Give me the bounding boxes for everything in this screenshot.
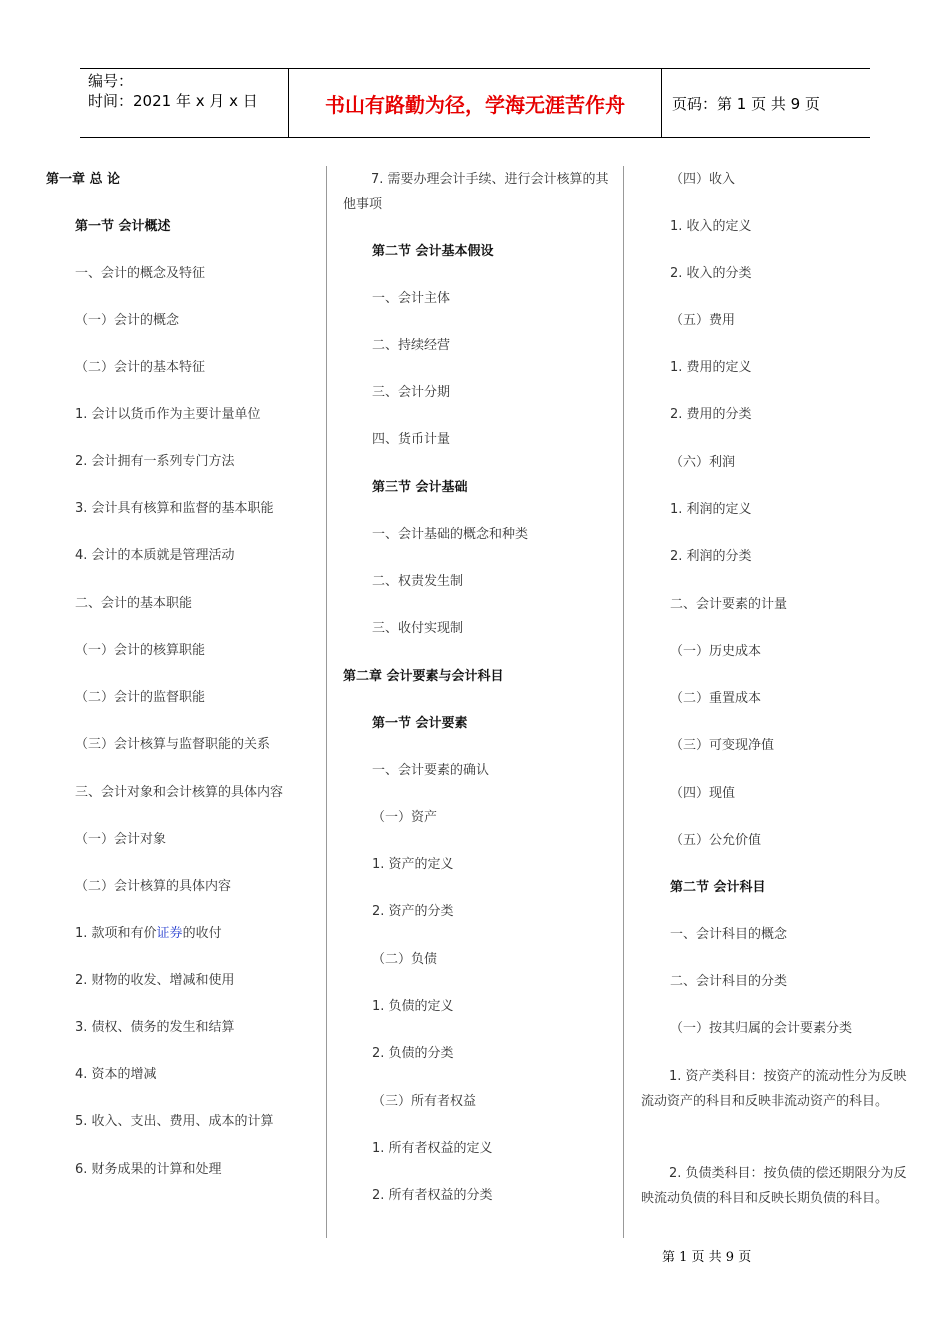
outline-item: （一）会计的核算职能 <box>75 643 206 658</box>
outline-item: 1. 会计以货币作为主要计量单位 <box>75 407 261 422</box>
outline-item: 二、持续经营 <box>372 338 451 353</box>
outline-paragraph: 1. 资产类科目：按资产的流动性分为反映流动资产的科目和反映非流动资产的科目。 <box>641 1069 907 1109</box>
outline-item: 一、会计的概念及特征 <box>75 266 206 281</box>
header-page-info: 页码：第 1 页 共 9 页 <box>672 94 820 113</box>
section-heading: 第一节 会计概述 <box>75 219 171 234</box>
chapter-heading: 第二章 会计要素与会计科目 <box>343 669 504 684</box>
outline-item: 一、会计主体 <box>372 291 451 306</box>
outline-item: 一、会计基础的概念和种类 <box>372 527 529 542</box>
outline-item: 3. 会计具有核算和监督的基本职能 <box>75 501 274 516</box>
outline-item: 三、会计对象和会计核算的具体内容 <box>75 785 284 800</box>
securities-link[interactable]: 证券 <box>156 926 183 941</box>
outline-item: 7. 需要办理会计手续、进行会计核算的其他事项 <box>343 172 609 212</box>
outline-item: 6. 财务成果的计算和处理 <box>75 1162 222 1177</box>
outline-item: 一、会计要素的确认 <box>372 763 490 778</box>
outline-item: 2. 所有者权益的分类 <box>372 1188 493 1203</box>
outline-item-text: 1. 款项和有价 <box>75 926 157 941</box>
outline-item: （二）重置成本 <box>670 691 762 706</box>
outline-item: 1. 所有者权益的定义 <box>372 1141 493 1156</box>
column-divider-1 <box>326 166 327 1238</box>
outline-item: 1. 费用的定义 <box>670 360 752 375</box>
outline-item: 三、会计分期 <box>372 385 451 400</box>
outline-item: 2. 财物的收发、增减和使用 <box>75 973 235 988</box>
outline-item: 二、会计的基本职能 <box>75 596 193 611</box>
outline-item: 四、货币计量 <box>372 432 451 447</box>
outline-item: （一）资产 <box>372 810 438 825</box>
chapter-heading: 第一章 总 论 <box>46 172 121 187</box>
outline-item: 2. 费用的分类 <box>670 407 752 422</box>
section-heading: 第二节 会计基本假设 <box>372 244 494 259</box>
outline-item: 4. 资本的增减 <box>75 1067 157 1082</box>
outline-item-text: 的收付 <box>182 926 222 941</box>
document-number-label: 编号： <box>88 72 134 90</box>
outline-item: 1. 利润的定义 <box>670 502 752 517</box>
outline-item: 5. 收入、支出、费用、成本的计算 <box>75 1114 274 1129</box>
outline-item: 一、会计科目的概念 <box>670 927 788 942</box>
outline-item: 2. 负债的分类 <box>372 1046 454 1061</box>
outline-paragraph: 2. 负债类科目：按负债的偿还期限分为反映流动负债的科目和反映长期负债的科目。 <box>641 1166 907 1206</box>
outline-item: （三）所有者权益 <box>372 1094 477 1109</box>
outline-item: （三）会计核算与监督职能的关系 <box>75 737 271 752</box>
outline-item: （一）历史成本 <box>670 644 762 659</box>
outline-item: 三、收付实现制 <box>372 621 464 636</box>
outline-item: （一）会计对象 <box>75 832 167 847</box>
section-heading: 第二节 会计科目 <box>670 880 766 895</box>
outline-item <box>75 924 222 944</box>
outline-item: 2. 会计拥有一系列专门方法 <box>75 454 235 469</box>
outline-item: （五）费用 <box>670 313 736 328</box>
outline-item: 4. 会计的本质就是管理活动 <box>75 548 235 563</box>
page-footer: 第 1 页 共 9 页 <box>662 1250 752 1265</box>
outline-item: 1. 收入的定义 <box>670 219 752 234</box>
outline-item: （四）收入 <box>670 172 736 187</box>
section-heading: 第三节 会计基础 <box>372 480 468 495</box>
outline-item: （一）会计的概念 <box>75 313 180 328</box>
outline-item: （二）会计的基本特征 <box>75 360 206 375</box>
page-header <box>80 68 870 138</box>
outline-item: 1. 负债的定义 <box>372 999 454 1014</box>
outline-item: 二、会计科目的分类 <box>670 974 788 989</box>
column-divider-2 <box>623 166 624 1238</box>
outline-item: （二）负债 <box>372 952 438 967</box>
outline-item: 二、权责发生制 <box>372 574 464 589</box>
outline-item: 2. 利润的分类 <box>670 549 752 564</box>
outline-item: （六）利润 <box>670 455 736 470</box>
header-motto: 书山有路勤为径，学海无涯苦作舟 <box>288 69 662 137</box>
outline-item: （四）现值 <box>670 786 736 801</box>
outline-item: 3. 债权、债务的发生和结算 <box>75 1020 235 1035</box>
outline-item: 2. 收入的分类 <box>670 266 752 281</box>
section-heading: 第一节 会计要素 <box>372 716 468 731</box>
outline-item: 1. 资产的定义 <box>372 857 454 872</box>
outline-item: 二、会计要素的计量 <box>670 597 788 612</box>
outline-item: （三）可变现净值 <box>670 738 775 753</box>
outline-item: （二）会计核算的具体内容 <box>75 879 232 894</box>
header-meta <box>80 69 288 137</box>
outline-item: 2. 资产的分类 <box>372 904 454 919</box>
outline-item: （五）公允价值 <box>670 833 762 848</box>
outline-item: （一）按其归属的会计要素分类 <box>670 1021 853 1036</box>
document-time: 时间：2021 年 x 月 x 日 <box>88 92 258 110</box>
outline-item: （二）会计的监督职能 <box>75 690 206 705</box>
